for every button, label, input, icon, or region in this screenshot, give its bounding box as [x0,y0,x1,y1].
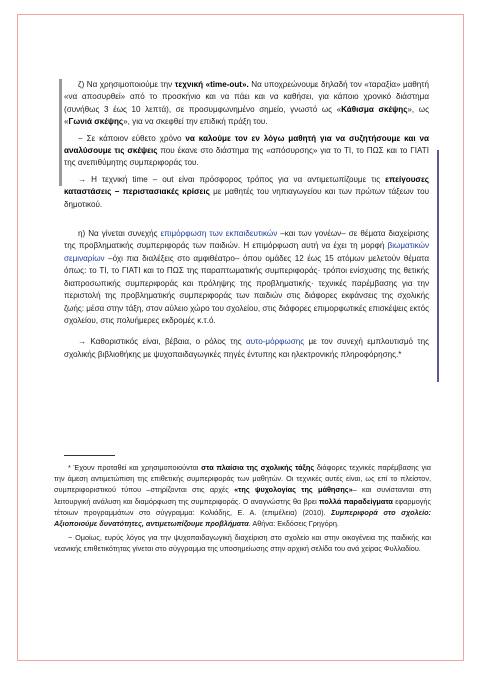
term-thinking-chair: Κάθισμα σκέψης [341,104,408,114]
footnote-1 [54,462,431,529]
arrow-note-time-out [64,174,429,211]
text-run: », ως « [64,104,429,127]
text-run: με τον συνεχή εμπλουτισμό της σχολικής βιβλιοθήκης με ψυχοπαιδαγωγικές πηγές έντυπης και ηλεκτρονικής πληροφόρησης.* [64,337,429,359]
dash-note [64,133,429,170]
emphasis-discussion: να καλούμε τον εν λόγω μαθητή για να συζητήσουμε και να αναλύσουμε τις σκέψεις [64,133,429,156]
section-zeta [64,79,429,129]
emphasis-urgent-situations: επείγουσες καταστάσεις − περιστασιακές κρίσεις [64,174,429,197]
term-thinking-corner: Γωνιά σκέψης [68,117,124,127]
text-run: εφαρμογής τέτοιων προγραμμάτων στο σύγγραμμα: Κολιάδης, Ε. Α. (επιμέλεια) (2010). [54,496,431,517]
footnote-emphasis: στα πλαίσια της σχολικής τάξης [201,463,315,472]
text-run: η) Να γίνεται συνεχής [78,229,161,239]
footnote-emphasis: πολλά παραδείγματα [318,496,393,506]
text-run: – και συνίστανται στη λειτουργική ανάλυση και διαμόρφωση της συμπεριφοράς. Ο αναγνώστης θα βρει [54,485,432,506]
text-run: − Σε κάποιον εύθετο χρόνο [78,133,186,143]
section-eta [64,228,429,327]
text-run: * Έχουν προταθεί και χρησιμοποιούνται [68,463,202,472]
margin-bar-left [59,79,62,186]
text-run: με μαθητές του νηπιαγωγείου και των πρώτων τάξεων του δημοτικού. [64,187,429,209]
text-run: που έκανε στο διάστημα της «απόσυρσης» για το ΤΙ, το ΠΩΣ και το ΓΙΑΤΙ της ανεπιθύμητης συμπεριφοράς του. [64,146,429,168]
term-time-out: τεχνική «time-out». [174,80,249,89]
text-run: − Ομοίως, ευρύς λόγος για την ψυχοπαιδαγωγική διαχείριση στο σχολείο και στην οικογένεια της παιδικής και νεανικής επιθετικότητας γίνεται στο σύγγραμμα της υποσημείωσης στην αρχική σελίδα του ανά χείρας Φυλλαδίου. [54,533,431,554]
text-run: », για να σκεφθεί την επιδική πράξη του. [123,117,268,127]
text-run: –και των γονέων– σε θέματα διαχείρισης της προβληματικής συμπεριφοράς των παιδιών. Η επιμόρφωση αυτή να έχει τη μορφή [64,229,429,251]
footnote-emphasis: «της ψυχολογίας της μάθησης» [234,485,353,495]
text-run: . Αθήνα: Εκδόσεις Γρηγόρη. [248,519,339,529]
arrow-note-self-education [64,336,429,361]
text-run: → Καθοριστικός είναι, βέβαια, ο ρόλος της [78,337,247,347]
main-text [64,79,429,361]
text-run: διάφορες τεχνικές παρέμβασης για την άμεση αντιμετώπιση της επιθετικής συμπεριφοράς των μαθητών. Οι τεχνικές αυτές είναι, ως επί το πλείστον, συμπεριφοριστικού τύπου –στηρίζονται στις αρχές [54,463,431,495]
text-run: ζ) Να χρησιμοποιούμε την [78,80,175,89]
text-run: Να υποχρεώνουμε δηλαδή τον «ταραξία» μαθητή «να αποσυρθεί» από το προσκήνιο και να πάει και να καθήσει, για κάποιο χρονικό διάστημα (συνήθως 3 έως 10 λεπτά), σε προσυμφωνημένο σημείο, γνωστό ως « [64,80,429,114]
text-run: → Η τεχνική time – out είναι πρόσφορος τρόπος για να αντιμετωπίζουμε τις [78,174,386,184]
emphasis-self-education: αυτο-μόρφωσης [246,337,305,347]
margin-bar-right [437,150,439,382]
footnote-rule [64,455,115,456]
emphasis-teacher-training: επιμόρφωση των εκπαιδευτικών [160,229,278,239]
book-title: Συμπεριφορά στο σχολείο: Αξιοποιούμε δυνατότητες, αντιμετωπίζουμε προβλήματα [54,507,431,529]
emphasis-seminars: βιωματικών σεμιναρίων [64,241,429,263]
footnote-2 [54,532,431,554]
footnotes [54,462,431,555]
text-run: –όχι πια διαλέξεις στο αμφιθέατρο– όπου ομάδες 12 έως 15 ατόμων μελετούν θέματα όπως: το ΤΙ, το ΓΙΑΤΙ και το ΠΩΣ της παραπτωματικής συμπεριφοράς· τρόποι ενίσχυσης της θετικής διαπροσωπικής συμπεριφοράς και πρόληψης της προβληματικής· τεχνικές παρέμβασης για την περιστολή της προβληματικής συμπεριφοράς των παιδιών στις διάφορες εκφάνσεις της σχολικής ζωής: μέσα στην τάξη, στον αύλειο χώρο του σχολείου, στις διάφορες επιμορφωτικές επισκέψεις εκτός σχολείου, στις πολυήμερες εκδρομές κ.τ.ό. [64,253,429,325]
